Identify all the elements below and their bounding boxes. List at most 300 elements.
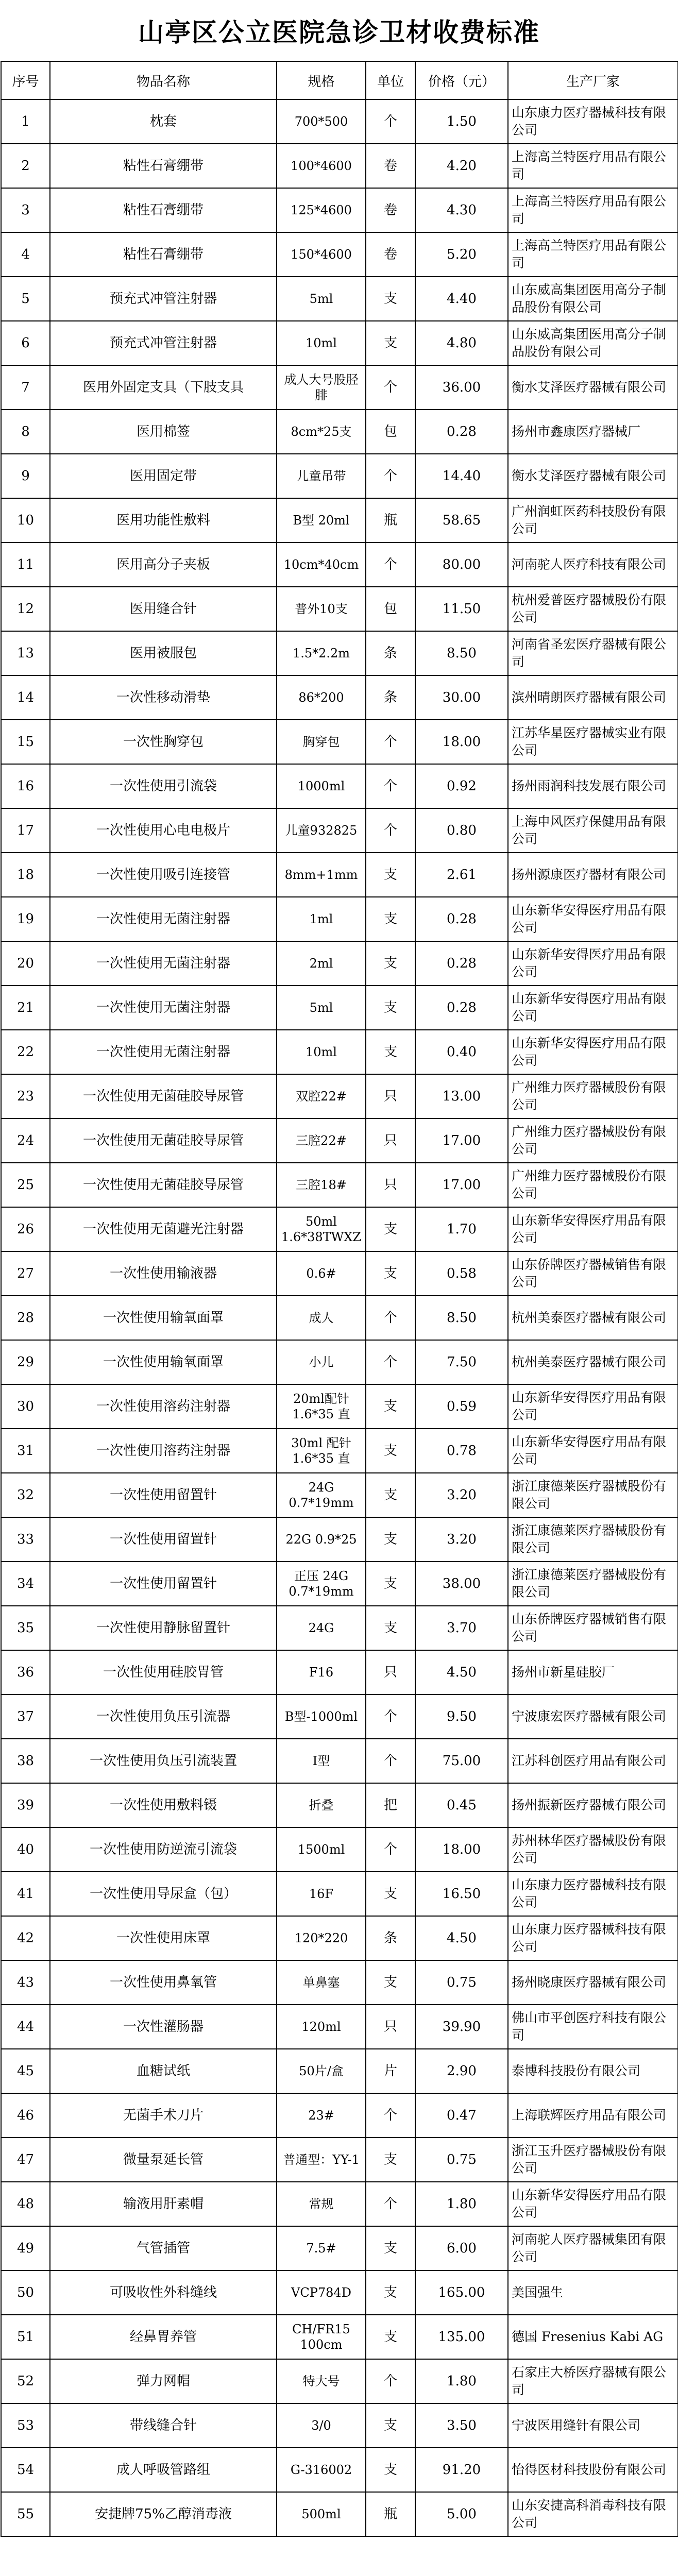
table-row <box>1 808 678 853</box>
cell-item-name: 一次性使用留置针 <box>50 1562 277 1606</box>
cell-manufacturer: 江苏科创医疗用品有限公司 <box>508 1739 678 1783</box>
cell-unit: 支 <box>366 1562 415 1606</box>
cell-price: 3.50 <box>415 2403 508 2448</box>
cell-manufacturer: 扬州市新星硅胶厂 <box>508 1650 678 1694</box>
cell-index: 15 <box>1 720 50 764</box>
cell-price: 18.00 <box>415 720 508 764</box>
cell-index: 44 <box>1 2005 50 2049</box>
header-item-name: 物品名称 <box>50 61 277 99</box>
cell-unit: 个 <box>366 543 415 587</box>
cell-item-name: 一次性使用无菌注射器 <box>50 897 277 941</box>
cell-spec: 86*200 <box>277 675 366 720</box>
cell-unit: 个 <box>366 2093 415 2138</box>
cell-item-name: 带线缝合针 <box>50 2403 277 2448</box>
table-row <box>1 277 678 321</box>
cell-spec: 小儿 <box>277 1340 366 1384</box>
cell-spec: 24G <box>277 1606 366 1650</box>
cell-price: 58.65 <box>415 498 508 543</box>
cell-manufacturer: 宁波康宏医疗器械有限公司 <box>508 1694 678 1739</box>
cell-unit: 个 <box>366 1739 415 1783</box>
cell-item-name: 可吸收性外科缝线 <box>50 2270 277 2315</box>
cell-item-name: 一次性使用溶药注射器 <box>50 1429 277 1473</box>
cell-manufacturer: 杭州美泰医疗器械有限公司 <box>508 1340 678 1384</box>
cell-spec: 10cm*40cm <box>277 543 366 587</box>
cell-manufacturer: 上海高兰特医疗用品有限公司 <box>508 232 678 277</box>
cell-item-name: 粘性石膏绷带 <box>50 188 277 232</box>
cell-index: 8 <box>1 410 50 454</box>
cell-item-name: 医用被服包 <box>50 631 277 675</box>
cell-price: 4.40 <box>415 277 508 321</box>
cell-index: 39 <box>1 1783 50 1827</box>
table-body <box>1 99 678 2536</box>
cell-unit: 支 <box>366 2315 415 2359</box>
cell-unit: 支 <box>366 1872 415 1916</box>
cell-spec: 20ml配针1.6*35 直 <box>277 1384 366 1429</box>
cell-unit: 个 <box>366 1827 415 1872</box>
cell-price: 165.00 <box>415 2270 508 2315</box>
cell-price: 14.40 <box>415 454 508 498</box>
cell-index: 48 <box>1 2182 50 2226</box>
cell-price: 39.90 <box>415 2005 508 2049</box>
cell-manufacturer: 河南驼人医疗器械集团有限公司 <box>508 2226 678 2270</box>
cell-item-name: 一次性胸穿包 <box>50 720 277 764</box>
cell-price: 36.00 <box>415 365 508 410</box>
cell-item-name: 一次性使用输液器 <box>50 1251 277 1296</box>
cell-unit: 瓶 <box>366 498 415 543</box>
cell-spec: 5ml <box>277 986 366 1030</box>
cell-price: 0.80 <box>415 808 508 853</box>
table-row <box>1 321 678 365</box>
cell-spec: 7.5# <box>277 2226 366 2270</box>
cell-unit: 条 <box>366 1916 415 1960</box>
cell-manufacturer: 山东威高集团医用高分子制品股份有限公司 <box>508 277 678 321</box>
cell-price: 6.00 <box>415 2226 508 2270</box>
cell-price: 4.20 <box>415 144 508 188</box>
cell-spec: 5ml <box>277 277 366 321</box>
cell-spec: 三腔22# <box>277 1118 366 1163</box>
cell-price: 8.50 <box>415 631 508 675</box>
cell-spec: 50片/盒 <box>277 2049 366 2093</box>
cell-manufacturer: 浙江康德莱医疗器械股份有限公司 <box>508 1562 678 1606</box>
table-row <box>1 2093 678 2138</box>
cell-spec: VCP784D <box>277 2270 366 2315</box>
cell-spec: 1ml <box>277 897 366 941</box>
cell-item-name: 医用高分子夹板 <box>50 543 277 587</box>
cell-spec: 1000ml <box>277 764 366 808</box>
cell-item-name: 成人呼吸管路组 <box>50 2448 277 2492</box>
cell-price: 4.30 <box>415 188 508 232</box>
cell-spec: 24G 0.7*19mm <box>277 1473 366 1517</box>
table-row <box>1 1340 678 1384</box>
cell-price: 13.00 <box>415 1074 508 1118</box>
cell-price: 8.50 <box>415 1296 508 1340</box>
cell-price: 0.78 <box>415 1429 508 1473</box>
cell-unit: 只 <box>366 1074 415 1118</box>
table-row <box>1 631 678 675</box>
cell-spec: 普通型：YY-1 <box>277 2138 366 2182</box>
table-row <box>1 2492 678 2536</box>
cell-price: 30.00 <box>415 675 508 720</box>
cell-item-name: 一次性移动滑垫 <box>50 675 277 720</box>
table-row <box>1 1296 678 1340</box>
cell-unit: 只 <box>366 1163 415 1207</box>
cell-index: 27 <box>1 1251 50 1296</box>
cell-item-name: 医用棉签 <box>50 410 277 454</box>
table-row <box>1 2226 678 2270</box>
cell-unit: 支 <box>366 1606 415 1650</box>
table-row <box>1 675 678 720</box>
cell-manufacturer: 山东新华安得医疗用品有限公司 <box>508 1384 678 1429</box>
cell-item-name: 医用缝合针 <box>50 587 277 631</box>
cell-index: 20 <box>1 941 50 986</box>
cell-item-name: 一次性使用吸引连接管 <box>50 853 277 897</box>
cell-manufacturer: 河南驼人医疗科技有限公司 <box>508 543 678 587</box>
cell-item-name: 微量泵延长管 <box>50 2138 277 2182</box>
cell-manufacturer: 杭州爱普医疗器械股份有限公司 <box>508 587 678 631</box>
cell-price: 0.92 <box>415 764 508 808</box>
cell-item-name: 一次性使用无菌注射器 <box>50 941 277 986</box>
cell-price: 0.59 <box>415 1384 508 1429</box>
cell-manufacturer: 山东安捷高科消毒科技有限公司 <box>508 2492 678 2536</box>
cell-manufacturer: 扬州源康医疗器材有限公司 <box>508 853 678 897</box>
cell-item-name: 医用外固定支具（下肢支具 <box>50 365 277 410</box>
header-index: 序号 <box>1 61 50 99</box>
cell-unit: 支 <box>366 1473 415 1517</box>
cell-index: 3 <box>1 188 50 232</box>
cell-unit: 支 <box>366 853 415 897</box>
cell-price: 0.75 <box>415 2138 508 2182</box>
cell-spec: 1.5*2.2m <box>277 631 366 675</box>
cell-manufacturer: 广州维力医疗器械股份有限公司 <box>508 1118 678 1163</box>
cell-item-name: 枕套 <box>50 99 277 144</box>
table-row <box>1 1384 678 1429</box>
table-row <box>1 2448 678 2492</box>
cell-index: 38 <box>1 1739 50 1783</box>
cell-item-name: 经鼻胃养管 <box>50 2315 277 2359</box>
cell-unit: 支 <box>366 2138 415 2182</box>
cell-manufacturer: 广州润虹医药科技股份有限公司 <box>508 498 678 543</box>
table-row <box>1 1473 678 1517</box>
cell-unit: 支 <box>366 321 415 365</box>
cell-manufacturer: 衡水艾泽医疗器械有限公司 <box>508 365 678 410</box>
cell-spec: 10ml <box>277 1030 366 1074</box>
table-row <box>1 1251 678 1296</box>
cell-manufacturer: 山东新华安得医疗用品有限公司 <box>508 1207 678 1251</box>
cell-item-name: 无菌手术刀片 <box>50 2093 277 2138</box>
cell-index: 42 <box>1 1916 50 1960</box>
cell-price: 4.80 <box>415 321 508 365</box>
table-row <box>1 2270 678 2315</box>
cell-unit: 只 <box>366 1118 415 1163</box>
cell-unit: 个 <box>366 454 415 498</box>
cell-index: 29 <box>1 1340 50 1384</box>
table-header-row <box>1 61 678 99</box>
cell-index: 33 <box>1 1517 50 1562</box>
cell-index: 30 <box>1 1384 50 1429</box>
cell-spec: 150*4600 <box>277 232 366 277</box>
cell-unit: 条 <box>366 631 415 675</box>
cell-spec: 儿童932825 <box>277 808 366 853</box>
table-row <box>1 543 678 587</box>
cell-item-name: 一次性使用静脉留置针 <box>50 1606 277 1650</box>
cell-manufacturer: 广州维力医疗器械股份有限公司 <box>508 1163 678 1207</box>
cell-spec: F16 <box>277 1650 366 1694</box>
cell-spec: 8mm+1mm <box>277 853 366 897</box>
cell-unit: 支 <box>366 2448 415 2492</box>
cell-price: 5.00 <box>415 2492 508 2536</box>
cell-spec: 折叠 <box>277 1783 366 1827</box>
table-row <box>1 2403 678 2448</box>
cell-item-name: 安捷牌75%乙醇消毒液 <box>50 2492 277 2536</box>
fee-table <box>1 61 678 2537</box>
cell-index: 52 <box>1 2359 50 2403</box>
cell-item-name: 一次性使用无菌硅胶导尿管 <box>50 1163 277 1207</box>
table-row <box>1 1827 678 1872</box>
cell-price: 0.58 <box>415 1251 508 1296</box>
cell-index: 7 <box>1 365 50 410</box>
cell-unit: 个 <box>366 808 415 853</box>
cell-unit: 支 <box>366 1384 415 1429</box>
cell-manufacturer: 扬州市鑫康医疗器械厂 <box>508 410 678 454</box>
cell-index: 18 <box>1 853 50 897</box>
cell-index: 46 <box>1 2093 50 2138</box>
cell-price: 0.28 <box>415 941 508 986</box>
cell-price: 17.00 <box>415 1118 508 1163</box>
table-row <box>1 1916 678 1960</box>
cell-spec: 500ml <box>277 2492 366 2536</box>
cell-price: 11.50 <box>415 587 508 631</box>
cell-unit: 包 <box>366 587 415 631</box>
cell-manufacturer: 山东康力医疗器械科技有限公司 <box>508 99 678 144</box>
cell-index: 23 <box>1 1074 50 1118</box>
cell-unit: 个 <box>366 365 415 410</box>
cell-spec: 125*4600 <box>277 188 366 232</box>
cell-item-name: 一次性使用床罩 <box>50 1916 277 1960</box>
table-row <box>1 1739 678 1783</box>
cell-unit: 个 <box>366 1296 415 1340</box>
cell-spec: 120ml <box>277 2005 366 2049</box>
cell-price: 80.00 <box>415 543 508 587</box>
cell-index: 21 <box>1 986 50 1030</box>
cell-manufacturer: 上海申风医疗保健用品有限公司 <box>508 808 678 853</box>
table-row <box>1 498 678 543</box>
cell-manufacturer: 浙江康德莱医疗器械股份有限公司 <box>508 1517 678 1562</box>
cell-item-name: 一次性使用输氧面罩 <box>50 1296 277 1340</box>
cell-index: 19 <box>1 897 50 941</box>
cell-manufacturer: 山东康力医疗器械科技有限公司 <box>508 1872 678 1916</box>
cell-manufacturer: 佛山市平创医疗科技有限公司 <box>508 2005 678 2049</box>
cell-index: 25 <box>1 1163 50 1207</box>
cell-spec: 10ml <box>277 321 366 365</box>
cell-unit: 卷 <box>366 232 415 277</box>
table-row <box>1 764 678 808</box>
cell-price: 16.50 <box>415 1872 508 1916</box>
cell-item-name: 预充式冲管注射器 <box>50 321 277 365</box>
cell-index: 31 <box>1 1429 50 1473</box>
cell-manufacturer: 上海联辉医疗用品有限公司 <box>508 2093 678 2138</box>
header-unit: 单位 <box>366 61 415 99</box>
cell-index: 24 <box>1 1118 50 1163</box>
cell-price: 2.90 <box>415 2049 508 2093</box>
table-row <box>1 1030 678 1074</box>
cell-spec: B型-1000ml <box>277 1694 366 1739</box>
cell-manufacturer: 衡水艾泽医疗器械有限公司 <box>508 454 678 498</box>
cell-index: 34 <box>1 1562 50 1606</box>
cell-price: 0.47 <box>415 2093 508 2138</box>
cell-unit: 卷 <box>366 144 415 188</box>
cell-price: 0.28 <box>415 897 508 941</box>
cell-spec: 三腔18# <box>277 1163 366 1207</box>
cell-price: 0.75 <box>415 1960 508 2005</box>
cell-manufacturer: 浙江康德莱医疗器械股份有限公司 <box>508 1473 678 1517</box>
cell-price: 1.70 <box>415 1207 508 1251</box>
cell-price: 1.80 <box>415 2359 508 2403</box>
cell-item-name: 一次性使用溶药注射器 <box>50 1384 277 1429</box>
table-row <box>1 1118 678 1163</box>
cell-manufacturer: 石家庄大桥医疗器械有限公司 <box>508 2359 678 2403</box>
cell-spec: 0.6# <box>277 1251 366 1296</box>
cell-price: 5.20 <box>415 232 508 277</box>
cell-unit: 支 <box>366 2403 415 2448</box>
cell-index: 1 <box>1 99 50 144</box>
page-title: 山亭区公立医院急诊卫材收费标准 <box>138 18 540 47</box>
cell-item-name: 一次性灌肠器 <box>50 2005 277 2049</box>
cell-item-name: 一次性使用输氧面罩 <box>50 1340 277 1384</box>
table-row <box>1 1207 678 1251</box>
cell-price: 135.00 <box>415 2315 508 2359</box>
table-row <box>1 2182 678 2226</box>
table-row <box>1 587 678 631</box>
cell-manufacturer: 山东侨牌医疗器械销售有限公司 <box>508 1251 678 1296</box>
cell-unit: 支 <box>366 941 415 986</box>
cell-index: 49 <box>1 2226 50 2270</box>
cell-index: 35 <box>1 1606 50 1650</box>
cell-spec: 16F <box>277 1872 366 1916</box>
cell-spec: 1500ml <box>277 1827 366 1872</box>
cell-manufacturer: 美国强生 <box>508 2270 678 2315</box>
cell-price: 17.00 <box>415 1163 508 1207</box>
cell-unit: 支 <box>366 986 415 1030</box>
cell-item-name: 一次性使用引流袋 <box>50 764 277 808</box>
cell-unit: 片 <box>366 2049 415 2093</box>
cell-unit: 支 <box>366 277 415 321</box>
cell-manufacturer: 河南省圣宏医疗器械有限公司 <box>508 631 678 675</box>
cell-price: 4.50 <box>415 1916 508 1960</box>
cell-spec: 3/0 <box>277 2403 366 2448</box>
table-row <box>1 1694 678 1739</box>
table-row <box>1 454 678 498</box>
cell-item-name: 粘性石膏绷带 <box>50 232 277 277</box>
cell-spec: 双腔22# <box>277 1074 366 1118</box>
cell-item-name: 气管插管 <box>50 2226 277 2270</box>
table-row <box>1 1429 678 1473</box>
cell-spec: G-316002 <box>277 2448 366 2492</box>
cell-manufacturer: 浙江玉升医疗器械股份有限公司 <box>508 2138 678 2182</box>
table-row <box>1 99 678 144</box>
cell-index: 11 <box>1 543 50 587</box>
cell-index: 28 <box>1 1296 50 1340</box>
cell-unit: 支 <box>366 1030 415 1074</box>
cell-item-name: 一次性使用无菌硅胶导尿管 <box>50 1118 277 1163</box>
cell-item-name: 一次性使用负压引流器 <box>50 1694 277 1739</box>
cell-manufacturer: 扬州雨润科技发展有限公司 <box>508 764 678 808</box>
cell-spec: 120*220 <box>277 1916 366 1960</box>
cell-manufacturer: 宁波医用缝针有限公司 <box>508 2403 678 2448</box>
cell-index: 16 <box>1 764 50 808</box>
cell-price: 91.20 <box>415 2448 508 2492</box>
cell-unit: 个 <box>366 2359 415 2403</box>
table-row <box>1 941 678 986</box>
cell-index: 40 <box>1 1827 50 1872</box>
table-row <box>1 1606 678 1650</box>
cell-price: 18.00 <box>415 1827 508 1872</box>
cell-manufacturer: 山东新华安得医疗用品有限公司 <box>508 1030 678 1074</box>
cell-unit: 个 <box>366 99 415 144</box>
cell-index: 53 <box>1 2403 50 2448</box>
cell-index: 12 <box>1 587 50 631</box>
cell-item-name: 一次性使用留置针 <box>50 1473 277 1517</box>
cell-unit: 条 <box>366 675 415 720</box>
cell-index: 14 <box>1 675 50 720</box>
cell-manufacturer: 山东新华安得医疗用品有限公司 <box>508 2182 678 2226</box>
cell-spec: I型 <box>277 1739 366 1783</box>
cell-unit: 包 <box>366 410 415 454</box>
cell-index: 32 <box>1 1473 50 1517</box>
cell-item-name: 一次性使用导尿盒（包） <box>50 1872 277 1916</box>
cell-index: 47 <box>1 2138 50 2182</box>
cell-item-name: 一次性使用心电电极片 <box>50 808 277 853</box>
cell-unit: 个 <box>366 2182 415 2226</box>
cell-price: 3.20 <box>415 1517 508 1562</box>
table-row <box>1 1163 678 1207</box>
cell-spec: 儿童吊带 <box>277 454 366 498</box>
cell-manufacturer: 扬州晓康医疗器械有限公司 <box>508 1960 678 2005</box>
table-row <box>1 2005 678 2049</box>
table-row <box>1 2359 678 2403</box>
cell-price: 75.00 <box>415 1739 508 1783</box>
cell-item-name: 一次性使用无菌避光注射器 <box>50 1207 277 1251</box>
cell-spec: 普外10支 <box>277 587 366 631</box>
cell-spec: 700*500 <box>277 99 366 144</box>
cell-index: 37 <box>1 1694 50 1739</box>
cell-spec: CH/FR15 100cm <box>277 2315 366 2359</box>
table-row <box>1 144 678 188</box>
cell-price: 2.61 <box>415 853 508 897</box>
cell-index: 26 <box>1 1207 50 1251</box>
cell-spec: 成人 <box>277 1296 366 1340</box>
cell-spec: 23# <box>277 2093 366 2138</box>
cell-item-name: 一次性使用敷料镊 <box>50 1783 277 1827</box>
cell-item-name: 预充式冲管注射器 <box>50 277 277 321</box>
cell-unit: 个 <box>366 764 415 808</box>
table-row <box>1 897 678 941</box>
cell-index: 9 <box>1 454 50 498</box>
table-row <box>1 1783 678 1827</box>
cell-price: 0.40 <box>415 1030 508 1074</box>
cell-item-name: 一次性使用无菌注射器 <box>50 986 277 1030</box>
cell-price: 38.00 <box>415 1562 508 1606</box>
cell-item-name: 一次性使用负压引流装置 <box>50 1739 277 1783</box>
cell-spec: 30ml 配针1.6*35 直 <box>277 1429 366 1473</box>
cell-item-name: 医用固定带 <box>50 454 277 498</box>
cell-item-name: 血糖试纸 <box>50 2049 277 2093</box>
cell-manufacturer: 上海高兰特医疗用品有限公司 <box>508 144 678 188</box>
cell-manufacturer: 山东新华安得医疗用品有限公司 <box>508 986 678 1030</box>
cell-manufacturer: 怡得医材科技股份有限公司 <box>508 2448 678 2492</box>
cell-manufacturer: 德国 Fresenius Kabi AG <box>508 2315 678 2359</box>
cell-spec: 正压 24G 0.7*19mm <box>277 1562 366 1606</box>
table-row <box>1 1074 678 1118</box>
